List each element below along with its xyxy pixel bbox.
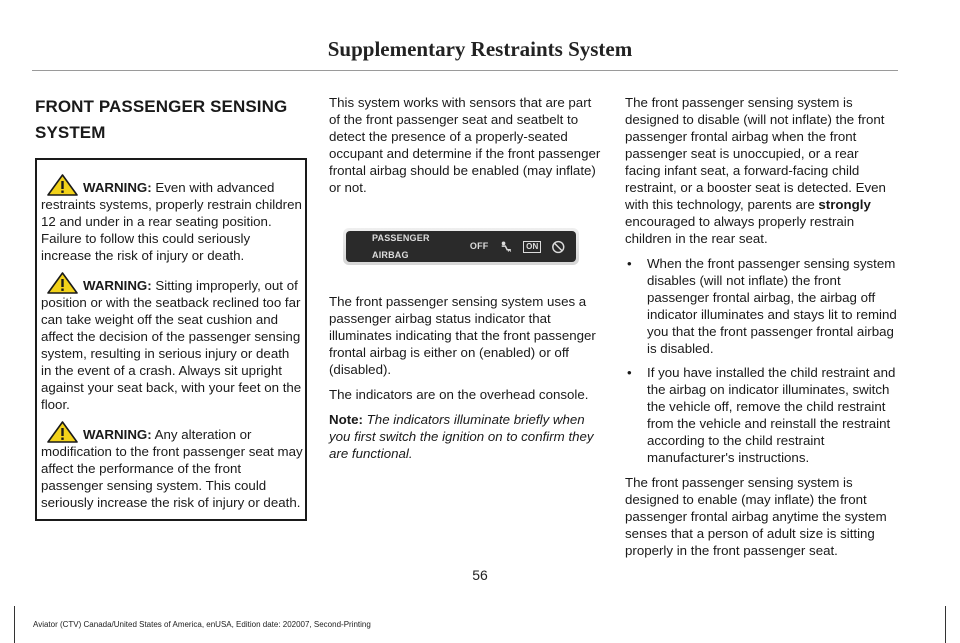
location-paragraph: The indicators are on the overhead console. (329, 387, 589, 402)
warning-triangle-icon (47, 421, 78, 443)
warning-label: WARNING: (83, 427, 152, 442)
warning-1 (41, 174, 303, 264)
middle-column (329, 94, 601, 470)
list-item: • When the front passenger sensing system disables (will not inflate) the front passenger frontal airbag, the airbag off indicator illuminates and stays lit to remind you that the front passenger frontal airbag is disabled. (625, 255, 897, 357)
warning-label: WARNING: (83, 180, 152, 195)
warning-3 (41, 421, 303, 511)
passenger-airbag-indicator (343, 228, 579, 265)
crop-mark (14, 606, 15, 643)
disable-paragraph (625, 94, 897, 247)
warning-text: Sitting improperly, out of position or with the seatback reclined too far can take weight off the seat cushion and affect the decision of the passenger sensing system, resulting in serious injury or death in the event of a crash. Always sit upright against your seat back, with your feet on the floor. (41, 278, 302, 412)
page-header-title: Supplementary Restraints System (327, 37, 633, 61)
warning-text: Any alteration or modification to the front passenger seat may affect the performance of the front passenger sensing system. This could seriously increase the risk of injury or death. (41, 427, 303, 510)
bullet-list (625, 255, 897, 466)
warning-label: WARNING: (83, 278, 152, 293)
child-seat-icon (499, 239, 514, 255)
disable-text-2: encouraged to always properly restrain children in the rear seat. (625, 214, 855, 246)
warning-box (35, 158, 307, 521)
footer-edition-text: Aviator (CTV) Canada/United States of America, enUSA, Edition date: 202007, Second-Printing (33, 620, 371, 629)
left-column (35, 94, 305, 521)
on-label: ON (523, 241, 541, 253)
warning-2 (41, 272, 303, 413)
disable-text-1: The front passenger sensing system is designed to disable (will not inflate) the front passenger frontal airbag when the front passenger seat is unoccupied, or a rear facing infant seat, a forward-facing child restraint, or a booster seat is detected. Even with this technology, parents are (625, 95, 886, 212)
header-divider (32, 70, 898, 71)
indicator-paragraph: The front passenger sensing system uses a passenger airbag status indicator that illuminates indicating that the front passenger frontal airbag is either on (enabled) or off (disabled). (329, 294, 596, 377)
no-symbol-icon (551, 239, 566, 255)
note (329, 411, 601, 462)
intro-paragraph: This system works with sensors that are part of the front passenger seat and seatbelt to detect the presence of a properly-seated occupant and determine if the front passenger frontal airbag should be enabled (may inflate) or not. (329, 95, 601, 195)
note-label: Note: (329, 412, 363, 427)
warning-triangle-icon (47, 272, 78, 294)
airbag-label: PASSENGER AIRBAG (372, 232, 430, 260)
emphasis-strongly: strongly (818, 197, 871, 212)
section-heading: FRONT PASSENGER SENSING SYSTEM (35, 97, 288, 142)
note-text: The indicators illuminate briefly when you first switch the ignition on to confirm they are functional. (329, 412, 594, 461)
page-number: 56 (472, 567, 488, 583)
warning-text: Even with advanced restraints systems, properly restrain children 12 and under in a rear seating position. Failure to follow this could seriously increase the risk of injury or death. (41, 180, 302, 263)
warning-triangle-icon (47, 174, 78, 196)
enable-paragraph: The front passenger sensing system is designed to enable (may inflate) the front passenger frontal airbag anytime the system senses that a person of adult size is sitting properly in the front passenger seat. (625, 475, 887, 558)
indicator-display (346, 231, 576, 262)
list-item: • If you have installed the child restraint and the airbag on indicator illuminates, switch the vehicle off, remove the child restraint from the vehicle and reinstall the restraint according to the child restraint manufacturer's instructions. (625, 364, 897, 466)
right-column (625, 94, 897, 567)
off-label: OFF (469, 241, 489, 251)
crop-mark (945, 606, 946, 643)
